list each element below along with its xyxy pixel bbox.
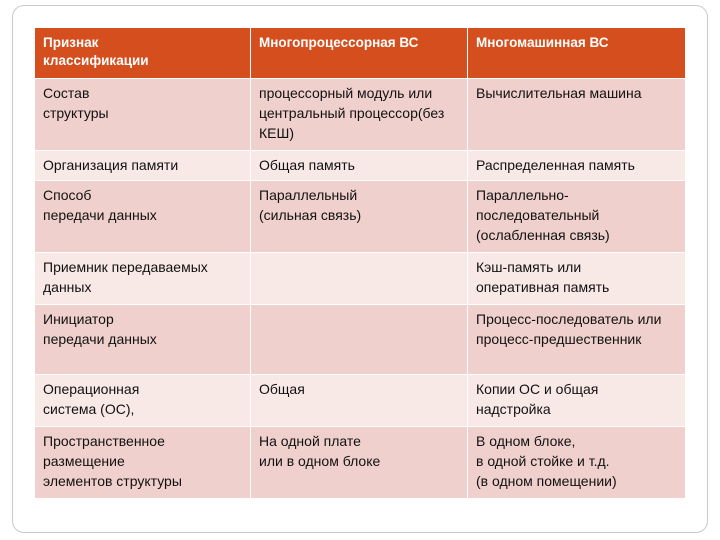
table-header-row (35, 28, 686, 79)
table-cell: Копии ОС и общая надстройка (468, 375, 686, 427)
table-cell: Операционная система (ОС), (35, 375, 251, 427)
table-row (35, 375, 686, 427)
table-cell: В одном блоке, в одной стойке и т.д. (в одном помещении) (468, 427, 686, 499)
comparison-table (34, 27, 686, 499)
table-row (35, 79, 686, 151)
table-cell (251, 305, 468, 375)
table-cell: Приемник передаваемых данных (35, 253, 251, 305)
table-cell: Пространственное размещение элементов структуры (35, 427, 251, 499)
header-criterion: Признак классификации (35, 28, 251, 79)
header-multicomputer: Многомашинная ВС (468, 28, 686, 79)
table-cell: Состав структуры (35, 79, 251, 151)
table-cell: процессорный модуль или центральный процессор(без КЕШ) (251, 79, 468, 151)
table-cell: Инициатор передачи данных (35, 305, 251, 375)
table-row (35, 253, 686, 305)
table-cell: Общая память (251, 151, 468, 181)
table-cell: Процесс-последователь или процесс-предшественник (468, 305, 686, 375)
table-row (35, 427, 686, 499)
header-multiprocessor: Многопроцессорная ВС (251, 28, 468, 79)
table-row (35, 305, 686, 375)
table-cell: Способ передачи данных (35, 181, 251, 253)
table-cell: Вычислительная машина (468, 79, 686, 151)
table-cell: Организация памяти (35, 151, 251, 181)
table-row (35, 181, 686, 253)
table-cell: Параллельный (сильная связь) (251, 181, 468, 253)
table-cell: На одной плате или в одном блоке (251, 427, 468, 499)
table-cell: Параллельно- последовательный (ослабленная связь) (468, 181, 686, 253)
table-cell (251, 253, 468, 305)
table-cell: Кэш-память или оперативная память (468, 253, 686, 305)
table-row (35, 151, 686, 181)
table-cell: Общая (251, 375, 468, 427)
table-cell: Распределенная память (468, 151, 686, 181)
